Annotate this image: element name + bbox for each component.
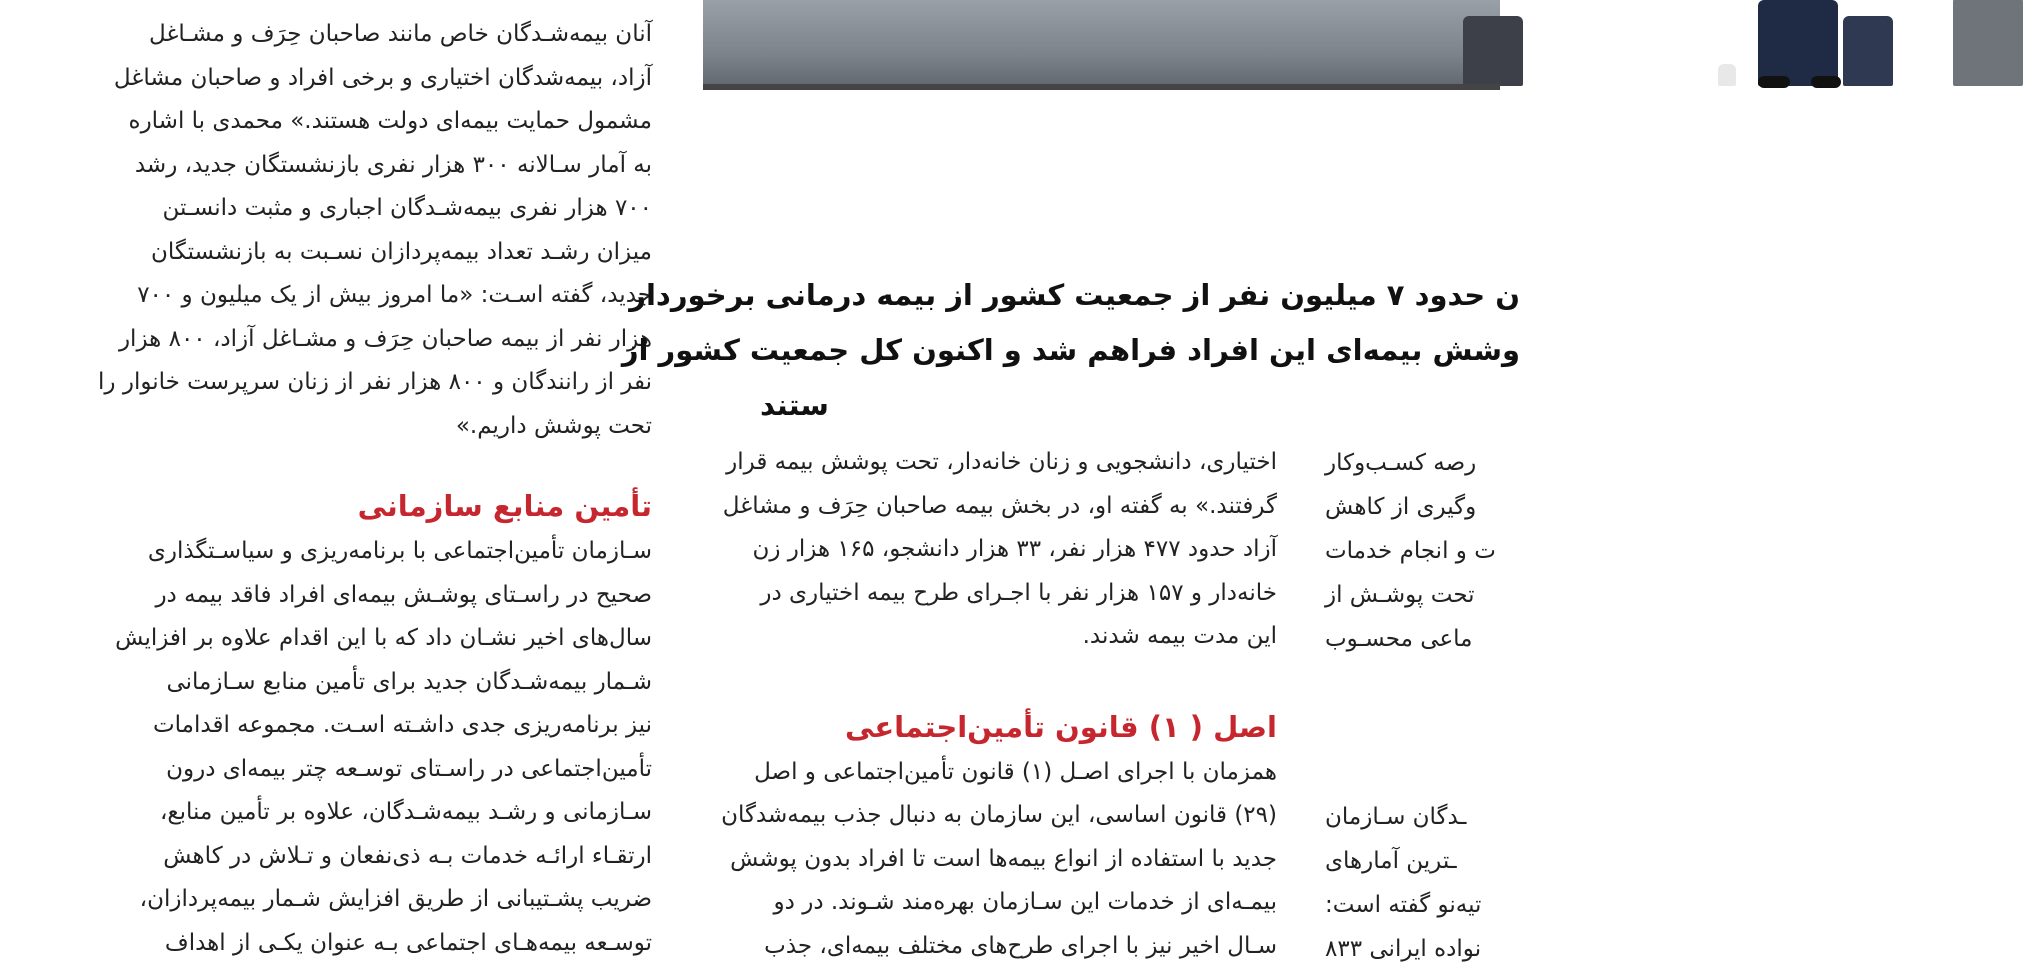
left-line-17: سـازمانی و رشـد بیمه‌شـدگان، علاوه بر تأمین منابع، <box>159 799 652 825</box>
left-line-13: سال‌های اخیر نشـان داد که با این اقدام علاوه بر افزایش <box>115 625 652 651</box>
mid-line-6: همزمان با اجرای اصـل (۱) قانون تأمین‌اجتماعی و اصل <box>754 758 1277 785</box>
left-line-11: سـازمان تأمین‌اجتماعی با برنامه‌ریزی و سیاسـتگذاری <box>147 538 652 564</box>
left-line-1: آنان بیمه‌شـدگان خاص مانند صاحبان حِرَف و مشـاغل <box>148 21 652 47</box>
edge-line-1: رصه کسـب‌وکار <box>1325 450 1477 476</box>
edge-line-3: ت و انجام خدمات <box>1325 538 1496 564</box>
mid-line-5: این مدت بیمه شدند. <box>1082 623 1277 649</box>
mid-section-heading: اصل ( ۱) قانون تأمین‌اجتماعی <box>845 709 1277 744</box>
mid-line-8: جدید با استفاده از انواع بیمه‌ها است تا افراد بدون پوشش <box>730 845 1277 872</box>
left-line-10: تحت پوشش داریم.» <box>455 412 652 439</box>
left-line-19: ضریب پشـتیبانی از طریق افزایش شـمار بیمه‌پردازان، <box>139 886 652 912</box>
left-column <box>80 13 652 965</box>
edge-line-7: ـترین آمارهای <box>1325 848 1457 874</box>
news-photo <box>703 0 1500 90</box>
lead-line-2: وشش بیمه‌ای این افراد فراهم شد و اکنون کل جمعیت کشور از <box>621 333 1520 367</box>
left-line-16: تأمین‌اجتماعی در راسـتای توسـعه چتر بیمه‌ای درون <box>166 755 652 782</box>
left-line-5: ۷۰۰ هزار نفری بیمه‌شـدگان اجباری و مثبت دانسـتن <box>162 195 652 221</box>
left-line-18: ارتقـاء ارائـه خدمات بـه ذی‌نفعان و تـلاش در کاهش <box>163 842 652 869</box>
mid-line-9: بیمـه‌ای از خدمات این سـازمان بهره‌مند شـوند. در دو <box>773 889 1277 915</box>
edge-line-9: نواده ایرانی ۸۳۳ <box>1325 936 1482 962</box>
left-section-heading: تأمین منابع سازمانی <box>357 489 652 523</box>
lead-line-1: ن حدود ۷ میلیون نفر از جمعیت کشور از بیمه درمانی برخوردار <box>629 278 1520 312</box>
lead-quote <box>621 268 1520 433</box>
edge-line-4: تحت پوشـش از <box>1325 582 1475 608</box>
left-line-3: مشمول حمایت بیمه‌ای دولت هستند.» محمدی با اشاره <box>128 108 652 134</box>
lead-line-3: ستند <box>760 388 829 422</box>
left-line-20: توسـعه بیمه‌هـای اجتماعی بـه عنوان یکـی از اهداف <box>164 929 652 956</box>
edge-line-6: ـدگان سـازمان <box>1325 804 1467 830</box>
left-line-12: صحیح در راسـتای پوشـش بیمه‌ای افراد فاقد بیمه در <box>155 581 652 608</box>
edge-line-8: تیه‌نو گفته است: <box>1325 892 1482 918</box>
left-line-9: نفر از رانندگان و ۸۰۰ هزار نفر از زنان سرپرست خانوار را <box>98 369 652 395</box>
mid-line-2: گرفتند.» به گفته او، در بخش بیمه صاحبان حِرَف و مشاغل <box>722 492 1277 519</box>
left-line-15: نیز برنامه‌ریزی جدی داشـته اسـت. مجموعه اقدامات <box>153 712 652 738</box>
left-line-14: شـمار بیمه‌شـدگان جدید برای تأمین منابع سـازمانی <box>166 668 652 695</box>
right-edge-column-top <box>1325 441 1500 661</box>
left-line-8: هزار نفر از بیمه صاحبان حِرَف و مشـاغل آزاد، ۸۰۰ هزار <box>118 325 652 352</box>
left-line-6: میزان رشـد تعداد بیمه‌پردازان نسـبت به بازنشستگان <box>151 238 652 265</box>
left-line-2: آزاد، بیمه‌شدگان اختیاری و برخی افراد و صاحبان مشاغل <box>113 64 652 91</box>
edge-line-2: وگیری از کاهش <box>1325 494 1477 520</box>
mid-line-7: (۲۹) قانون اساسی، این سازمان به دنبال جذب بیمه‌شدگان <box>721 802 1277 828</box>
mid-line-10: سـال اخیر نیز با اجرای طرح‌های مختلف بیمه‌ای، جذب <box>764 932 1277 959</box>
left-line-4: به آمار سـالانه ۳۰۰ هزار نفری بازنشستگان جدید، رشد <box>134 151 652 178</box>
edge-line-5: ماعی محسـوب <box>1325 626 1473 652</box>
left-line-7: جدید، گفته اسـت: «ما امروز بیش از یک میلیون و ۷۰۰ <box>137 282 652 308</box>
mid-line-4: خانه‌دار و ۱۵۷ هزار نفر با اجـرای طرح بیمه اختیاری در <box>760 579 1277 606</box>
right-edge-column-bottom <box>1325 795 1500 971</box>
middle-column <box>705 441 1277 968</box>
mid-line-3: آزاد حدود ۴۷۷ هزار نفر، ۳۳ هزار دانشجو، ۱۶۵ هزار زن <box>752 536 1277 562</box>
mid-line-1: اختیاری، دانشجویی و زنان خانه‌دار، تحت پوشش بیمه قرار <box>726 449 1277 475</box>
